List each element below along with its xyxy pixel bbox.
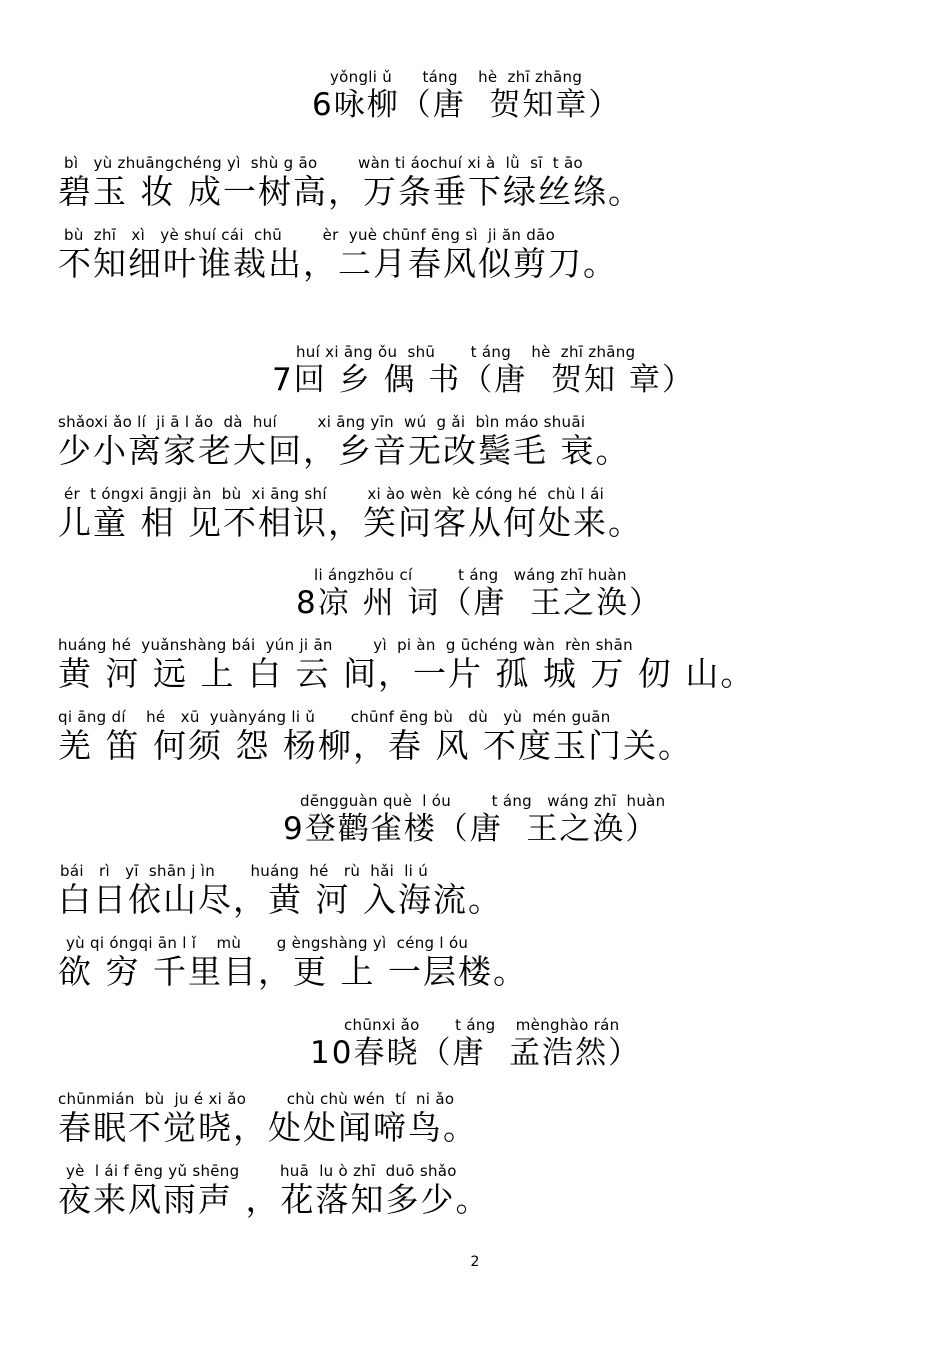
line-pinyin: bù zhī xì yè shuí cái chū èr yuè chūnf ēng sì ji ăn dāo [64, 226, 556, 244]
poem-title: 9登鹳雀楼（唐 王之涣） [283, 811, 659, 847]
line-text: 碧玉 妆 成一树高，万条垂下绿丝绦。 [58, 172, 643, 211]
poem-title: 6咏柳（唐 贺知章） [312, 87, 622, 123]
poem-9 [0, 792, 950, 992]
line-pinyin: huáng hé yuǎnshàng bái yún ji ān yì pi àn g ūchéng wàn rèn shān [58, 636, 633, 654]
verse-line [58, 708, 950, 766]
line-text: 不知细叶谁裁出，二月春风似剪刀。 [58, 244, 618, 283]
line-pinyin: bì yù zhuāngchéng yì shù g āo wàn ti áochuí xi à lǜ sī t āo [64, 154, 584, 172]
title-pinyin: dēngguàn què l óu t áng wáng zhī huàn [300, 792, 666, 810]
poem-title-block [0, 566, 950, 622]
verse-line [58, 862, 950, 920]
poem-title-block [0, 343, 950, 399]
poem-6 [0, 68, 950, 284]
verse-line [58, 485, 950, 543]
poem-title-block [0, 68, 950, 124]
poem-10 [0, 1016, 950, 1220]
verse-line [58, 636, 950, 694]
title-pinyin: huí xi āng ǒu shū t áng hè zhī zhāng [296, 343, 636, 361]
poem-8 [0, 566, 950, 766]
verse-line [58, 226, 950, 284]
verse-line [58, 1162, 950, 1220]
line-text: 羌 笛 何须 怨 杨柳，春 风 不度玉门关。 [58, 726, 693, 765]
line-pinyin: ér t óngxi āngji àn bù xi āng shí xi ào wèn kè cóng hé chù l ái [64, 485, 605, 503]
line-pinyin: chūnmián bù ju é xi ǎo chù chù wén tí ni ǎo [58, 1090, 455, 1108]
line-text: 白日依山尽，黄 河 入海流。 [58, 880, 503, 919]
verse-line [58, 154, 950, 212]
line-text: 儿童 相 见不相识，笑问客从何处来。 [58, 503, 643, 542]
verse-line [58, 1090, 950, 1148]
poem-title: 7回 乡 偶 书（唐 贺知 章） [272, 362, 695, 398]
verse-line [58, 934, 950, 992]
line-pinyin: qi āng dí hé xū yuànyáng li ǔ chūnf ēng bù dù yù mén guān [58, 708, 611, 726]
line-pinyin: bái rì yī shān j ìn huáng hé rù hǎi li ú [60, 862, 429, 880]
line-text: 黄 河 远 上 白 云 间，一片 孤 城 万 仞 山。 [58, 654, 756, 693]
title-pinyin: chūnxi ǎo t áng mènghào rán [344, 1016, 620, 1034]
poem-title-block [0, 1016, 950, 1072]
poem-title-block [0, 792, 950, 848]
line-text: 欲 穷 千里目，更 上 一层楼。 [58, 952, 528, 991]
verse-line [58, 413, 950, 471]
poem-title: 8凉 州 词（唐 王之涣） [296, 585, 663, 621]
line-text: 少小离家老大回，乡音无改鬓毛 衰。 [58, 431, 631, 470]
page-number: 2 [470, 1254, 480, 1270]
title-pinyin: li ángzhōu cí t áng wáng zhī huàn [314, 566, 627, 584]
line-text: 夜来风雨声 ，花落知多少。 [58, 1180, 491, 1219]
poem-title: 10春晓（唐 孟浩然） [310, 1035, 642, 1071]
title-pinyin: yǒngli ǔ táng hè zhī zhāng [330, 68, 583, 86]
poem-7 [0, 343, 950, 543]
line-pinyin: shǎoxi ǎo lí ji ā l ǎo dà huí xi āng yīn wú g ǎi bìn máo shuāi [58, 413, 586, 431]
line-pinyin: yù qi óngqi ān l ǐ mù g èngshàng yì céng l óu [66, 934, 469, 952]
line-pinyin: yè l ái f ēng yǔ shēng huā lu ò zhī duō shǎo [66, 1162, 457, 1180]
line-text: 春眠不觉晓，处处闻啼鸟。 [58, 1108, 478, 1147]
